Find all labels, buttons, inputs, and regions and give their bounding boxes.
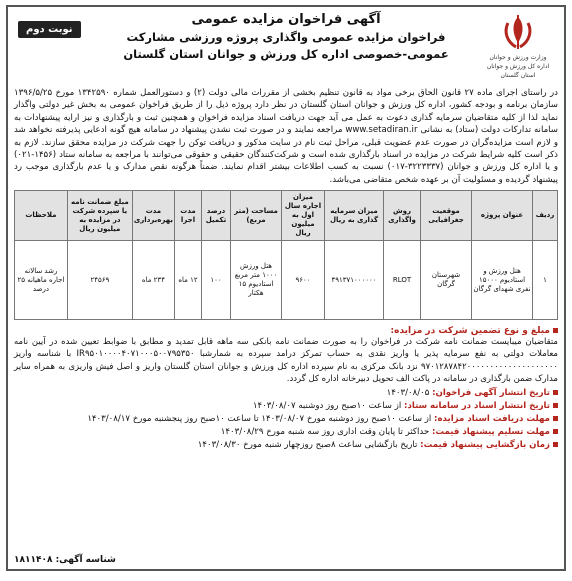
ad-code: شناسه آگهی: ۱۸۱۱۴۰۸ xyxy=(14,555,116,565)
intro-paragraph: در راستای اجرای ماده ۲۷ قانون الحاق برخی مواد به قانون تنظیم بخشی از مقررات مالی دولت (۲) و دستورالعمل شماره ۱۳۴۲۵۹۰ مورخ ۱۳۹۶/۵/۲۵ سازمان برنامه و بودجه کشور، اداره کل ورزش و جوانان استان گلستان در نظر دارد پروژه ذیل را از طریق فراخوان عمومی به بخش غیر دولتی واگذار نماید لذا از کلیه متقاضیان سرمایه گذاری دعوت به عمل می آید جهت دریافت اسناد مزایده فراخوان و همچنین ثبت و بارگذاری و نیز ارایه پیشنهادات به سامانه تدارکات دولت (ستاد) به نشانی www.setadiran.ir مراجعه نمایند و در صورت ثبت نشدن پیشنهاد در سامانه هیچ گونه ادعایی پذیرفته نخواهد شد و لازم است مزایده‌گران در صورت عدم عضویت قبلی، مراحل ثبت نام در سایت مذکور و دریافت توکن را جهت شرکت در مزایده محقق سازند. لازم به ذکر است کلیه شرایط شرکت در مزایده در اسناد بارگذاری شده است و شرکت‌کنندگان حقیقی و حقوقی می‌توانند با مراجعه به سامانه ستاد (۱۴۵۶-۰۲۱) و یا اداره کل ورزش و جوانان (۳۲۲۳۳۳۷-۰۱۷) نسبت به کسب اطلاعات بیشتر اقدام نمایند. ضمناً هرگونه نقص مدارک و یا عدم بارگذاری موجب رد پیشنهاد گردیده و مسئولیت آن بر عهده شخص متقاضی می‌باشد. xyxy=(14,88,558,185)
org-name-line2: اداره کل ورزش و جوانان xyxy=(486,63,550,70)
cell-investment: ۴۹۱۳۷۱۰۰۰۰۰۰ xyxy=(325,241,384,320)
col-area: مساحت (متر مربع) xyxy=(231,191,282,241)
cell-location: شهرستان گرگان xyxy=(421,241,472,320)
title-line-2: فراخوان مزایده عمومی واگذاری پروژه ورزشی مشارکت xyxy=(126,30,446,44)
cell-row-no: ۱ xyxy=(533,241,558,320)
col-notes: ملاحظات xyxy=(15,191,68,241)
bullet-icon xyxy=(553,328,558,333)
date-row-docs-receive: مهلت دریافت اسناد مزایده: از ساعت ۱۰صبح روز دوشنبه مورخ ۱۴۰۳/۰۸/۰۷ تا ساعت ۱۰صبح روز پنجشنبه مورخ ۱۴۰۳/۰۸/۱۷ xyxy=(14,413,558,426)
bullet-icon xyxy=(553,416,558,421)
cell-title: هتل ورزش و استادیوم ۱۵۰۰۰ نفری شهدای گرگان xyxy=(472,241,533,320)
col-operation: مدت بهره‌برداری xyxy=(132,191,174,241)
bullet-icon xyxy=(553,403,558,408)
org-name-line3: استان گلستان xyxy=(500,72,536,79)
col-row-no: ردیف xyxy=(533,191,558,241)
bullet-icon xyxy=(553,390,558,395)
col-investment: میزان سرمایه گذاری به ریال xyxy=(325,191,384,241)
date-row-submit: مهلت تسلیم پیشنهاد قیمت: حداکثر تا پایان وقت اداری روز سه شنبه مورخ ۱۴۰۳/۰۸/۲۹ xyxy=(14,426,558,439)
col-rent: میزان اجاره سال اول به میلیون ریال xyxy=(282,191,325,241)
notice-header xyxy=(14,11,558,85)
col-completion: درصد تکمیل xyxy=(202,191,231,241)
round-badge: نوبت دوم xyxy=(18,21,81,38)
col-location: موقعیت جغرافیایی xyxy=(421,191,472,241)
col-method: روش واگذاری xyxy=(384,191,421,241)
guarantee-text: متقاضیان میبایست ضمانت نامه شرکت در فراخوان را به صورت ضمانت نامه بانکی سه ماهه قابل تمدید و مطابق با ضوابط تعیین شده در آیین نامه معاملات دولتی به نفع سرمایه پذیر یا واریز نقدی به حساب تمرکز درامد سپرده به شمارشبا IR۹۵۰۱۰۰۰۰۴۰۷۱۰۰۰۵۰۰۷۹۵۳۵۰ با شناسه واریز ۹۷۰۱۲۸۷۸۴۲۰۰۰۰۰۰۰۰۰۰۰۰۰۰۰۰۰۰۰۰ نزد بانک مرکزی به نام سپرده اداره کل ورزش و جوانان استان گلستان واریز و اصل فیش واریزی به همراه سایر مدارک ضمن بارگذاری در سامانه در پاکت الف تحویل دبیرخانه اداره کل گردد. xyxy=(14,337,558,384)
cell-completion: ۱۰۰ xyxy=(202,241,231,320)
project-table xyxy=(14,190,558,320)
ministry-logo xyxy=(478,13,558,80)
col-exec: مدت اجرا xyxy=(175,191,202,241)
cell-area: هتل ورزش ۱۰۰۰ متر مربع استادیوم ۱۵ هکتار xyxy=(231,241,282,320)
title-line-3: عمومی-خصوصی اداره کل ورزش و جوانان استان گلستان xyxy=(123,47,449,61)
bullet-icon xyxy=(553,429,558,434)
date-row-docs-publish: تاریخ انتشار اسناد در سامانه ستاد: از ساعت ۱۰صبح روز دوشنبه ۱۴۰۳/۰۸/۰۷ xyxy=(14,400,558,413)
cell-exec: ۱۲ ماه xyxy=(175,241,202,320)
dates-list xyxy=(14,387,558,452)
cell-notes: رشد سالانه اجاره ماهیانه ۲۵ درصد xyxy=(15,241,68,320)
date-row-opening: زمان بازگشایی پیشنهاد قیمت: تاریخ بازگشایی ساعت ۸صبح روزچهار شنبه مورخ ۱۴۰۳/۰۸/۳۰ xyxy=(14,439,558,452)
cell-deposit: ۲۴۵۶۹ xyxy=(67,241,132,320)
org-name-line1: وزارت ورزش و جوانان xyxy=(489,54,547,61)
cell-method: RLOT xyxy=(384,241,421,320)
date-row-publish: تاریخ انتشار آگهی فراخوان: ۱۴۰۳/۰۸/۰۵ xyxy=(14,387,558,400)
iran-emblem-icon xyxy=(498,13,538,53)
col-title: عنوان پروژه xyxy=(472,191,533,241)
table-row xyxy=(15,241,558,320)
auction-notice xyxy=(6,5,566,571)
cell-operation: ۲۳۴ ماه xyxy=(132,241,174,320)
notice-titles xyxy=(14,11,558,63)
cell-rent: ۹۶۰۰ xyxy=(282,241,325,320)
bullet-icon xyxy=(553,442,558,447)
col-deposit: مبلغ ضمانت نامه یا سپرده شرکت در مزایده به میلیون ریال xyxy=(67,191,132,241)
table-header-row xyxy=(15,191,558,241)
title-line-1: آگهی فراخوان مزایده عمومی xyxy=(191,12,381,27)
guarantee-title: مبلغ و نوع تضمین شرکت در مزایده: xyxy=(14,326,558,336)
